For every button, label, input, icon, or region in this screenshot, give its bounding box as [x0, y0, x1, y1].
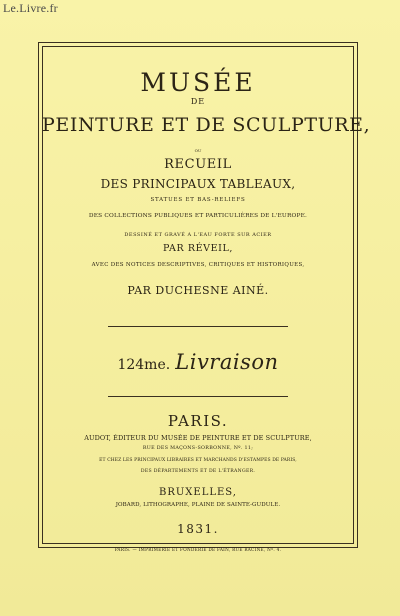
cover-author-duchesne: PAR DUCHESNE AINÉ.	[127, 284, 269, 297]
cover-author-reveil: PAR RÉVEIL,	[162, 243, 234, 254]
imprint-booksellers: ET CHEZ LES PRINCIPAUX LIBRAIRES ET MARCHANDS D'ESTAMPES DE PARIS,	[99, 458, 297, 463]
livraison-heading	[42, 352, 354, 373]
cover-de: DE	[190, 97, 206, 106]
printer-line: PARIS. — IMPRIMERIE ET FONDERIE DE FAIN, RUE RACINE, Nº. 4.	[114, 547, 282, 552]
divider-rule-top	[108, 326, 288, 327]
watermark: Le.Livre.fr	[3, 1, 58, 15]
divider-rule-bottom	[108, 396, 288, 397]
imprint-departements: DES DÉPARTEMENTS ET DE L'ÉTRANGER.	[140, 469, 256, 474]
livraison-number: 124me.	[117, 357, 171, 373]
cover-collections: DES COLLECTIONS PUBLIQUES ET PARTICULIÈRES DE L'EUROPE.	[88, 213, 308, 219]
livraison-word: Livraison	[175, 350, 279, 374]
cover-notices: AVEC DES NOTICES DESCRIPTIVES, CRITIQUES ET HISTORIQUES,	[91, 262, 305, 268]
imprint-publisher: AUDOT, ÉDITEUR DU MUSÉE DE PEINTURE ET DE SCULPTURE,	[84, 434, 312, 442]
cover-ou: OU	[194, 148, 202, 153]
cover-dessine: DESSINÉ ET GRAVÉ A L'EAU FORTE SUR ACIER	[124, 232, 272, 238]
imprint-jobard: JOBARD, LITHOGRAPHE, PLAINE DE SAINTE-GUDULE.	[115, 502, 281, 508]
cover-recueil: RECUEIL	[164, 157, 232, 172]
cover-statues: STATUES ET BAS-RELIEFS	[150, 197, 246, 203]
imprint-address: RUE DES MAÇONS-SORBONNE, Nº. 11;	[142, 446, 254, 451]
cover-subtitle: PEINTURE ET DE SCULPTURE,	[42, 114, 371, 136]
imprint-city-brussels: BRUXELLES,	[159, 487, 237, 498]
imprint-city: PARIS.	[167, 412, 229, 430]
imprint-year: 1831.	[177, 522, 219, 536]
cover-principaux-tableaux: DES PRINCIPAUX TABLEAUX,	[100, 177, 296, 191]
cover-title: MUSÉE	[140, 68, 256, 97]
